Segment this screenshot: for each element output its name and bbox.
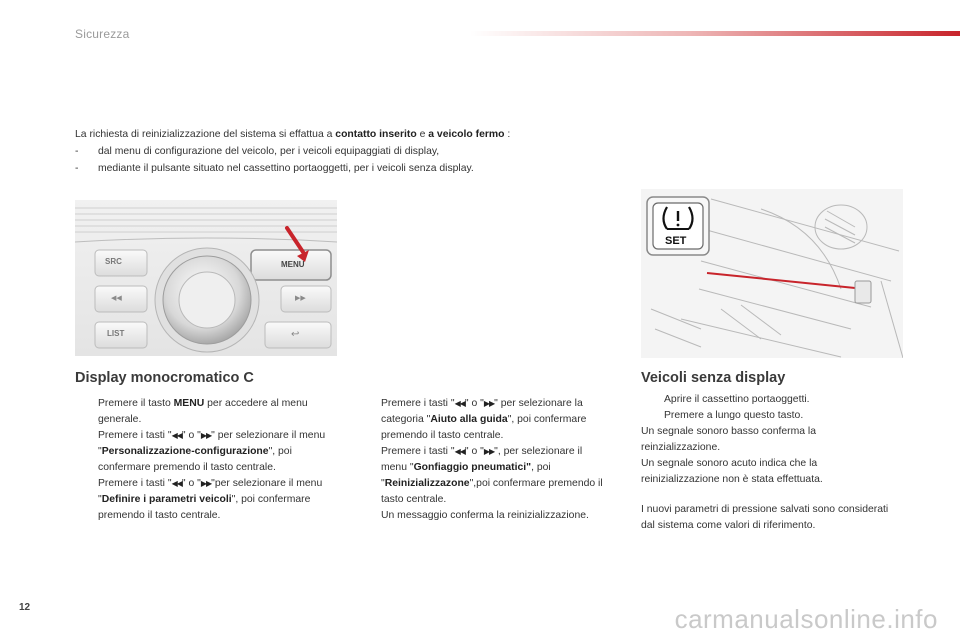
prev-icon: ◀◀ — [454, 447, 465, 456]
next-icon: ▶▶ — [483, 399, 495, 408]
glovebox-illustration — [641, 189, 903, 358]
monochrome-steps-column-2 — [358, 396, 610, 524]
menu-button-label: MENU — [281, 260, 305, 269]
intro-bold-ignition: contatto inserito — [335, 129, 417, 140]
back-icon: ↩ — [291, 329, 300, 340]
bullet-icon — [75, 476, 98, 524]
radio-panel-illustration — [75, 200, 337, 356]
list-item: Premere i tasti "◀◀" o "▶▶"per selezionare il menu "Definire i parametri veicoli", poi confermare premendo il tasto centrale. — [75, 476, 337, 524]
bullet-icon — [641, 408, 664, 424]
intro-list-item: - dal menu di configurazione del veicolo, per i veicoli equipaggiati di display, — [75, 146, 440, 157]
list-item: Premere il tasto MENU per accedere al menu generale. — [75, 396, 337, 428]
section-title-monochrome: Display monocromatico C — [75, 370, 254, 386]
list-item: Premere i tasti "◀◀" o "▶▶" per selezionare il menu "Personalizzazione-configurazione", poi confermare premendo il tasto centrale. — [75, 428, 337, 476]
prev-icon: ◀◀ — [454, 399, 465, 408]
intro-paragraph — [75, 126, 635, 177]
intro-text: La richiesta di reinizializzazione del sistema si effattua a contatto inserito e a veicolo fermo : — [75, 129, 511, 140]
prev-icon: ◀◀ — [111, 295, 122, 302]
prev-icon: ◀◀ — [171, 479, 182, 488]
header-accent-rule — [470, 31, 960, 36]
list-item: Aprire il cassettino portaoggetti. — [641, 392, 891, 408]
bullet-icon — [358, 396, 381, 444]
watermark: carmanualsonline.info — [674, 604, 938, 634]
next-icon: ▶▶ — [483, 447, 495, 456]
bullet-icon — [641, 392, 664, 408]
intro-bold-stopped: a veicolo fermo — [428, 129, 505, 140]
bullet-icon — [75, 428, 98, 476]
next-icon: ▶▶ — [200, 431, 212, 440]
list-item: Premere i tasti "◀◀" o "▶▶", per selezionare il menu "Gonfiaggio pneumatici", poi "Reinizializzazone",poi confermare premendo il tasto centrale. Un messaggio conferma la reinizializzazione. — [358, 444, 610, 524]
high-signal-paragraph: Un segnale sonoro acuto indica che la reinizializzazione non è stata effettuata. — [641, 458, 823, 485]
page-number: 12 — [19, 602, 31, 613]
section-title-no-display: Veicoli senza display — [641, 370, 786, 386]
prev-icon: ◀◀ — [171, 431, 182, 440]
list-item: Premere i tasti "◀◀" o "▶▶" per selezionare la categoria "Aiuto alla guida", poi confermare premendo il tasto centrale. — [358, 396, 610, 444]
src-button-label: SRC — [105, 257, 122, 266]
no-display-column — [641, 392, 891, 534]
page-header-title: Sicurezza — [75, 27, 130, 41]
low-signal-paragraph: Un segnale sonoro basso conferma la reinzializzazione. — [641, 426, 817, 453]
intro-list-item: - mediante il pulsante situato nel cassettino portaoggetti, per i veicoli senza display. — [75, 163, 474, 174]
confirmation-note: Un messaggio conferma la reinizializzazione. — [381, 510, 589, 521]
next-icon: ▶▶ — [295, 295, 306, 302]
next-icon: ▶▶ — [200, 479, 212, 488]
tpms-set-button-label: SET — [665, 235, 687, 247]
reference-values-paragraph: I nuovi parametri di pressione salvati sono considerati dal sistema come valori di riferimento. — [641, 504, 889, 531]
monochrome-steps-column-1 — [75, 396, 337, 524]
list-button-label: LIST — [107, 329, 125, 338]
list-item: Premere a lungo questo tasto. — [641, 408, 891, 424]
bullet-icon — [358, 444, 381, 524]
bullet-icon — [75, 396, 98, 428]
